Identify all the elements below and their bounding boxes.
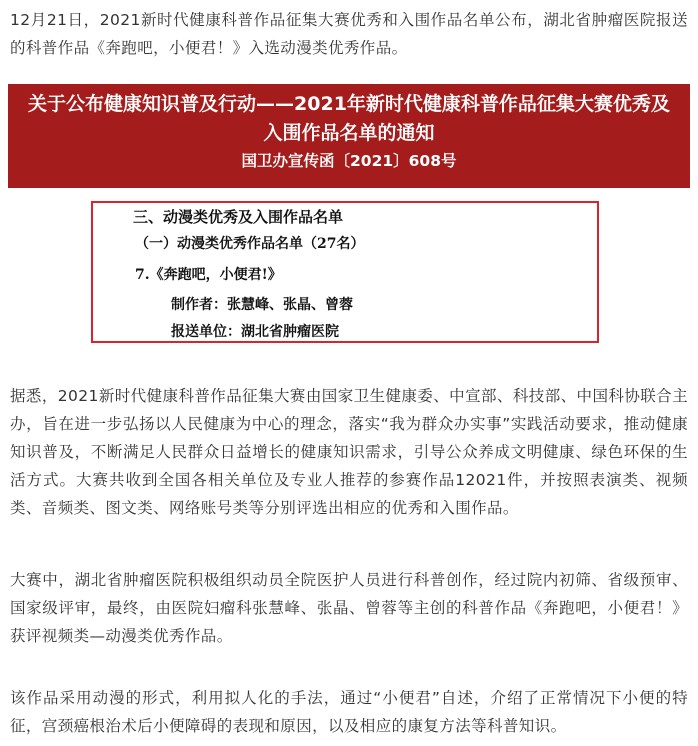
entry-title: 7.《奔跑吧，小便君!》	[135, 267, 282, 283]
intro-paragraph: 12月21日，2021新时代健康科普作品征集大赛优秀和入围作品名单公布，湖北省肿瘤医院报送的科普作品《奔跑吧，小便君！》入选动漫类优秀作品。	[10, 11, 688, 57]
notice-excerpt-box	[91, 201, 599, 343]
submitting-unit-line: 报送单位：湖北省肿瘤医院	[171, 324, 339, 340]
banner-doc-number: 国卫办宣传函〔2021〕608号	[241, 152, 457, 170]
section-heading: 三、动漫类优秀及入围作品名单	[133, 208, 344, 226]
body-paragraph-2: 大赛中，湖北省肿瘤医院积极组织动员全院医护人员进行科普创作，经过院内初筛、省级预审、国家级评审，最终，由医院妇瘤科张慧峰、张晶、曾蓉等主创的科普作品《奔跑吧，小便君！》获评视频类—动漫类优秀作品。	[10, 571, 688, 645]
subsection-heading: （一）动漫类优秀作品名单（27名）	[135, 236, 365, 252]
body-paragraph-3: 该作品采用动漫的形式，利用拟人化的手法，通过“小便君”自述，介绍了正常情况下小便的特征，宫颈癌根治术后小便障碍的表现和原因，以及相应的康复方法等科普知识。	[10, 689, 688, 735]
notice-banner	[8, 84, 690, 188]
banner-title: 关于公布健康知识普及行动——2021年新时代健康科普作品征集大赛优秀及入围作品名单的通知	[28, 93, 670, 144]
body-paragraph-1: 据悉，2021新时代健康科普作品征集大赛由国家卫生健康委、中宣部、科技部、中国科协联合主办，旨在进一步弘扬以人民健康为中心的理念，落实“我为群众办实事”实践活动要求，推动健康知识普及，不断满足人民群众日益增长的健康知识需求，引导公众养成文明健康、绿色环保的生活方式。大赛共收到全国各相关单位及专业人推荐的参赛作品12021件，并按照表演类、视频类、音频类、图文类、网络账号类等分别评选出相应的优秀和入围作品。	[10, 387, 688, 517]
producers-line: 制作者：张慧峰、张晶、曾蓉	[171, 297, 353, 313]
